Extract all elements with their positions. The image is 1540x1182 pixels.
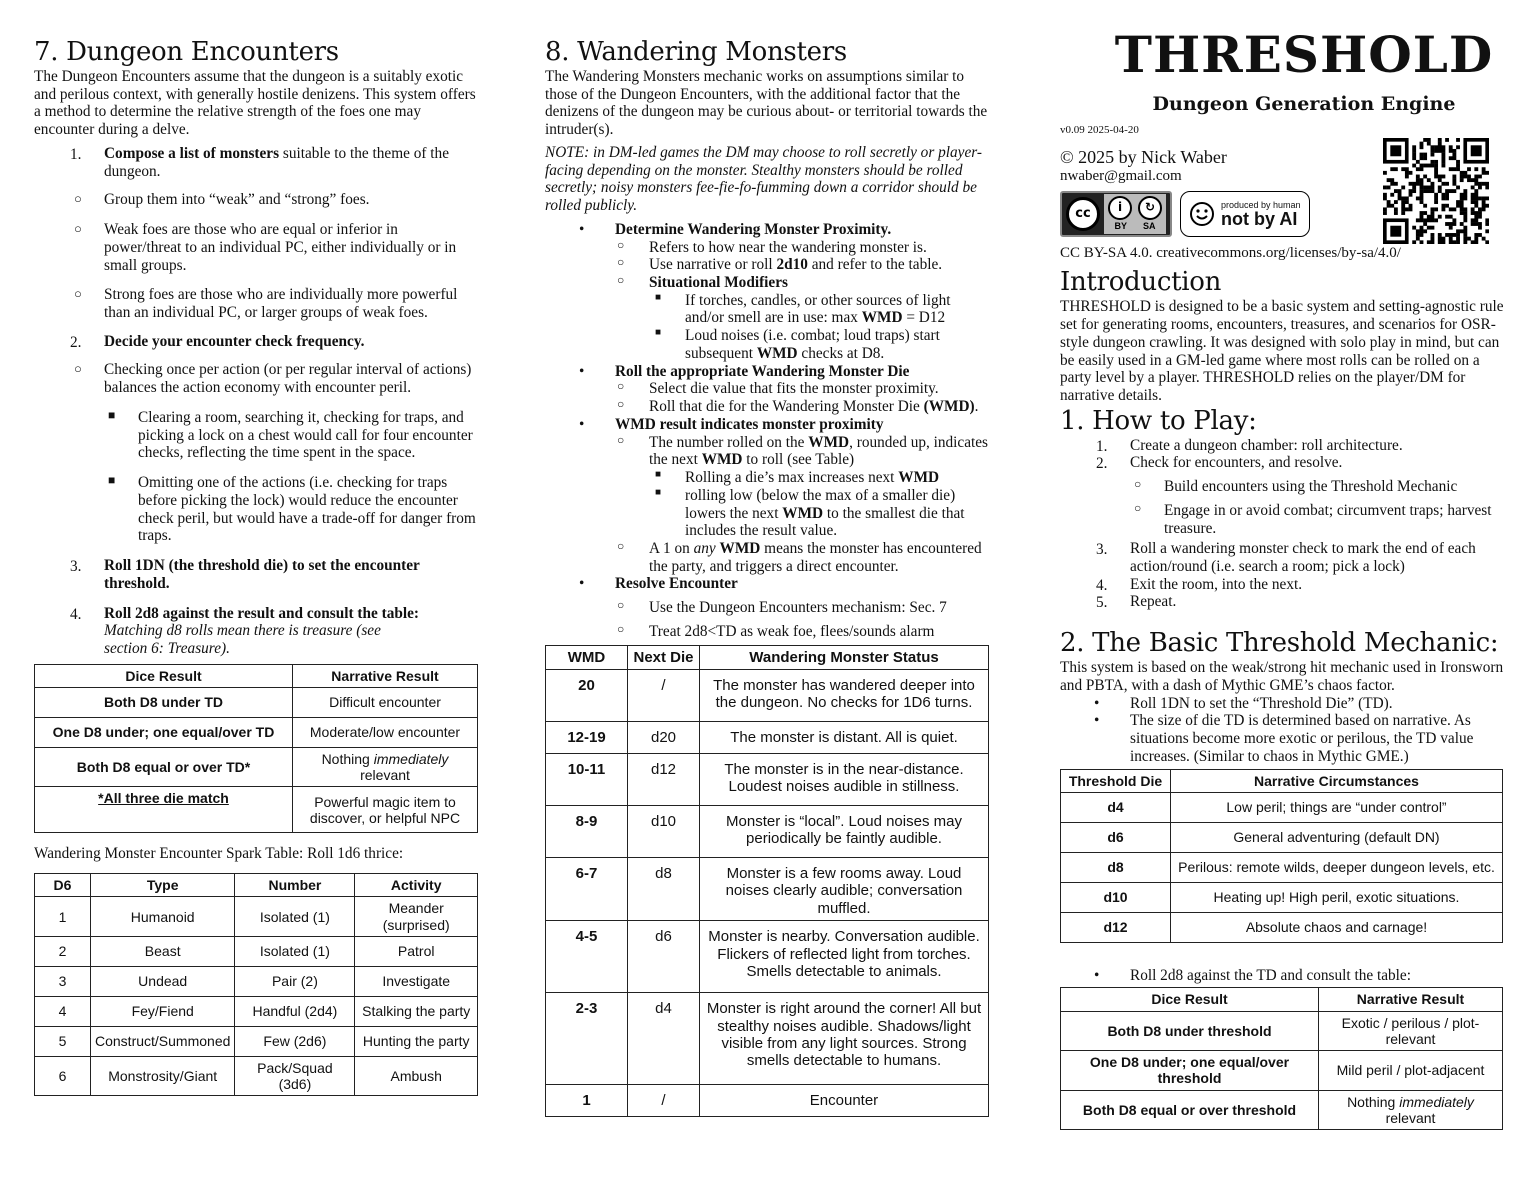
list-item: 3. Roll a wandering monster check to mark the end of each action/round (i.e. search a room; pick a lock) [1096, 540, 1476, 575]
table-header: Dice Result [35, 664, 293, 687]
table-header: Narrative Result [293, 664, 478, 687]
table-header: Dice Result [1061, 988, 1319, 1011]
table-cell: Few (2d6) [235, 1026, 355, 1056]
share-alike-icon: ↻ [1138, 196, 1162, 220]
table-row: Both D8 equal or over TD* Nothing immediately relevant [35, 747, 478, 786]
note-paragraph: NOTE: in DM-led games the DM may choose to roll secretly or player-facing depending on the monster. Stealthy monsters should be rolled secretly; noisy monsters fee-fie-fo-fumming down a corridor should be rolled publicly. [545, 143, 982, 215]
section-dungeon-encounters [34, 38, 478, 1096]
table-row [35, 897, 478, 936]
table-cell: The monster is distant. All is quiet. [700, 722, 989, 754]
table-cell: d6 [628, 921, 700, 993]
list-item: ○ A 1 on any WMD means the monster has encountered the party, and triggers a direct encounter. [617, 538, 982, 575]
step-2: 2. Decide your encounter check frequency. [70, 332, 365, 351]
table-cell: 4 [35, 996, 91, 1026]
table-cell: The monster is in the near-distance. Loudest noises audible in stillness. [700, 754, 989, 806]
table-cell: Hunting the party [355, 1026, 478, 1056]
list-item: ○ Checking once per action (or per regular interval of actions) balances the action economy with encounter peril. [74, 361, 472, 397]
table-cell: Fey/Fiend [91, 996, 235, 1026]
table-cell: Monster is right around the corner! All but stealthy noises audible. Shadows/light visible from any light sources. Strong smells detectable to humans. [700, 993, 989, 1085]
table-cell: Undead [91, 966, 235, 996]
table-row [1061, 822, 1503, 852]
list-item: ○ Build encounters using the Threshold Mechanic [1134, 477, 1458, 496]
table-row [1061, 912, 1503, 942]
table-cell: Beast [91, 936, 235, 966]
table-row [546, 993, 989, 1085]
table-cell: 2-3 [546, 993, 628, 1085]
table-cell: Monster is nearby. Conversation audible. Flickers of reflected light from torches. Smells detectable to animals. [700, 921, 989, 993]
license-text: CC BY-SA 4.0. creativecommons.org/licenses/by-sa/4.0/ [1060, 245, 1401, 262]
list-item: ○ Group them into “weak” and “strong” foes. [74, 191, 370, 209]
table-cell: Humanoid [91, 897, 235, 936]
list-item: • Resolve Encounter [579, 575, 738, 593]
step-4: 4. Roll 2d8 against the result and consult the table: Matching d8 rolls mean there is treasure (see section 6: Treasure). [70, 604, 420, 657]
table-cell: Meander (surprised) [355, 897, 478, 936]
table-header: Type [91, 874, 235, 897]
table-cell: 12-19 [546, 722, 628, 754]
table-cell: 8-9 [546, 806, 628, 858]
table-cell: 6-7 [546, 858, 628, 921]
table-cell: 1 [546, 1085, 628, 1117]
table-cell: / [628, 670, 700, 722]
table-header: Narrative Result [1319, 988, 1503, 1011]
list-item: ○ Select die value that fits the monster proximity. [617, 379, 939, 398]
table-cell: Patrol [355, 936, 478, 966]
table-row [1061, 792, 1503, 822]
table-header: Narrative Circumstances [1171, 769, 1503, 792]
table-cell: / [628, 1085, 700, 1117]
table-row [1061, 852, 1503, 882]
person-icon: i [1108, 196, 1132, 220]
table-cell: Pack/Squad (3d6) [235, 1056, 355, 1095]
section-title: 2. The Basic Threshold Mechanic: [1060, 628, 1499, 659]
table-cell: 6 [35, 1056, 91, 1095]
table-header: WMD [546, 645, 628, 669]
table-row [35, 1026, 478, 1056]
table-header: Next Die [628, 645, 700, 669]
list-item: ○ Use narrative or roll 2d10 and refer to the table. [617, 255, 943, 274]
table-cell: General adventuring (default DN) [1171, 822, 1503, 852]
email: nwaber@gmail.com [1060, 167, 1182, 184]
list-item: ○ Strong foes are those who are individually more powerful than an individual PC, or larger groups of weak foes. [74, 286, 458, 321]
cc-by-sa-badge: cc i ↻ BY SA [1060, 191, 1172, 237]
list-item: ○ The number rolled on the WMD, rounded up, indicates the next WMD to roll (see Table) [617, 432, 989, 469]
table-cell: d8 [1061, 852, 1171, 882]
list-item: ■ Clearing a room, searching it, checking for traps, and picking a lock on a chest would call for four encounter checks, reflecting the time spent in the space. [108, 407, 473, 462]
intro-paragraph: The Dungeon Encounters assume that the dungeon is a suitably exotic and perilous context, with generally hostile denizens. This system offers a method to determine the relative strength of the foes one may encounter during a delve. [34, 67, 476, 139]
list-item: ○ Use the Dungeon Encounters mechanism: Sec. 7 [617, 598, 947, 617]
table-cell: One D8 under; one equal/over threshold [1061, 1051, 1319, 1090]
qr-code-icon [1383, 138, 1489, 244]
table-row [546, 722, 989, 754]
table-cell: d10 [628, 806, 700, 858]
encounter-table [34, 664, 478, 834]
table-cell: Ambush [355, 1056, 478, 1095]
list-item: ○ Refers to how near the wandering monster is. [617, 237, 927, 256]
intro-paragraph: The Wandering Monsters mechanic works on assumptions similar to those of the Dungeon Encounters, with the additional factor that the denizens of the dungeon may be curious about- or territorial towards the intruder(s). [545, 67, 988, 139]
spark-table-title: Wandering Monster Encounter Spark Table: Roll 1d6 thrice: [34, 845, 404, 863]
list-item: • The size of die TD is determined based on narrative. As situations become more exotic or perilous, the TD value increases. (Similar to chaos in Mythic GME.) [1094, 712, 1474, 765]
table-row [546, 858, 989, 921]
spark-table [34, 873, 478, 1096]
table-row [546, 806, 989, 858]
table-cell: Mild peril / plot-adjacent [1319, 1051, 1503, 1090]
list-item: 5. Repeat. [1096, 593, 1177, 612]
table-row [35, 966, 478, 996]
list-item: ○ Treat 2d8<TD as weak foe, flees/sounds alarm [617, 621, 935, 640]
intro-paragraph: THRESHOLD is designed to be a basic system and setting-agnostic rule set for generating rooms, encounters, treasures, and scenarios for OSR-style dungeon crawling. It was designed with solo play in mind, but can be easily used in a GM-led game where most rolls can be rolled on a party level by a player. THRESHOLD relies on the player/DM for narrative details. [1060, 298, 1504, 404]
table-cell: The monster has wandered deeper into the dungeon. No checks for 1D6 turns. [700, 670, 989, 722]
table-row: *All three die match Powerful magic item to discover, or helpful NPC [35, 787, 478, 833]
list-item: ■ Omitting one of the actions (i.e. checking for traps before picking the lock) would reduce the encounter check peril, but would have a trade-off for danger from traps. [108, 473, 476, 545]
version-text: v0.09 2025-04-20 [1060, 124, 1139, 136]
list-item: ○ Roll that die for the Wandering Monster Die (WMD). [617, 397, 979, 416]
list-item: 2. Check for encounters, and resolve. [1096, 454, 1343, 473]
table-cell: 2 [35, 936, 91, 966]
list-item: • Roll 2d8 against the TD and consult the table: [1094, 966, 1411, 984]
table-row: One D8 under; one equal/over TD Moderate/low encounter [35, 717, 478, 747]
table-cell: d4 [1061, 792, 1171, 822]
table-row [546, 670, 989, 722]
table-cell: 1 [35, 897, 91, 936]
list-item: • Roll the appropriate Wandering Monster Die [579, 362, 910, 380]
list-item: ○ Engage in or avoid combat; circumvent traps; harvest treasure. [1134, 500, 1492, 537]
table-cell: Absolute chaos and carnage! [1171, 912, 1503, 942]
copyright: © 2025 by Nick Waber [1060, 146, 1227, 167]
table-cell: Both D8 under threshold [1061, 1011, 1319, 1050]
table-cell: Isolated (1) [235, 936, 355, 966]
list-item: ■ Rolling a die’s max increases next WMD [655, 469, 940, 487]
table-cell: d6 [1061, 822, 1171, 852]
table-cell: d8 [628, 858, 700, 921]
table-cell: d12 [628, 754, 700, 806]
table-cell: 20 [546, 670, 628, 722]
table-cell: Monster is a few rooms away. Loud noises clearly audible; conversation muffled. [700, 858, 989, 921]
step-1: 1. Compose a list of monsters suitable to the theme of the dungeon. [70, 144, 449, 180]
table-row [1061, 1051, 1503, 1090]
section-title: Introduction [1060, 267, 1222, 298]
section-title: 8. Wandering Monsters [545, 37, 847, 67]
table-row [35, 1056, 478, 1095]
table-cell: Exotic / perilous / plot-relevant [1319, 1011, 1503, 1050]
table-row [546, 754, 989, 806]
table-cell: Isolated (1) [235, 897, 355, 936]
table-cell: 5 [35, 1026, 91, 1056]
table-header: Wandering Monster Status [700, 645, 989, 669]
table-row [35, 936, 478, 966]
list-item: ■ If torches, candles, or other sources of light and/or smell are in use: max WMD = D12 [655, 291, 951, 327]
table-cell: 3 [35, 966, 91, 996]
table-header: D6 [35, 874, 91, 897]
table-cell: Heating up! High peril, exotic situations. [1171, 882, 1503, 912]
table-cell: Stalking the party [355, 996, 478, 1026]
table-cell: Perilous: remote wilds, deeper dungeon levels, etc. [1171, 852, 1503, 882]
table-cell: d20 [628, 722, 700, 754]
table-cell: Investigate [355, 966, 478, 996]
table-row [546, 1085, 989, 1117]
main-title: THRESHOLD [1114, 25, 1494, 84]
section-threshold-intro [1060, 25, 1504, 1130]
section-title: 7. Dungeon Encounters [34, 37, 339, 67]
section-title: 1. How to Play: [1060, 405, 1257, 436]
table-cell: d12 [1061, 912, 1171, 942]
table-cell: Encounter [700, 1085, 989, 1117]
table-cell: Construct/Summoned [91, 1026, 235, 1056]
table-cell: Pair (2) [235, 966, 355, 996]
table-row [35, 996, 478, 1026]
threshold-die-table [1060, 769, 1503, 943]
wmd-table [545, 645, 989, 1118]
list-item: • WMD result indicates monster proximity [579, 415, 884, 433]
table-cell: d10 [1061, 882, 1171, 912]
cc-icon: cc [1066, 197, 1100, 231]
mechanic-paragraph: This system is based on the weak/strong hit mechanic used in Ironsworn and PBTA, with a dash of Mythic GME’s chaos factor. [1060, 659, 1504, 694]
table-row [1061, 1011, 1503, 1050]
list-item: ○ Situational Modifiers [617, 272, 788, 291]
table-cell: Handful (2d4) [235, 996, 355, 1026]
table-cell: Monstrosity/Giant [91, 1056, 235, 1095]
table-cell: Low peril; things are “under control” [1171, 792, 1503, 822]
list-item: ○ Weak foes are those who are equal or inferior in power/threat to an individual PC, either individually or in small groups. [74, 221, 457, 274]
table-row: Both D8 equal or over threshold Nothing immediately relevant [1061, 1090, 1503, 1129]
threshold-result-table [1060, 987, 1503, 1130]
section-wandering-monsters [545, 38, 989, 1117]
table-cell: Monster is “local”. Loud noises may periodically be faintly audible. [700, 806, 989, 858]
list-item: 1. Create a dungeon chamber: roll architecture. [1096, 436, 1403, 455]
table-header: Activity [355, 874, 478, 897]
main-subtitle: Dungeon Generation Engine [1152, 93, 1456, 115]
list-item: ■ rolling low (below the max of a smaller die) lowers the next WMD to the smallest die that includes the result value. [655, 486, 965, 540]
table-cell: 4-5 [546, 921, 628, 993]
table-row [1061, 882, 1503, 912]
list-item: ■ Loud noises (i.e. combat; loud traps) start subsequent WMD checks at D8. [655, 327, 940, 362]
smiley-icon [1189, 201, 1215, 227]
table-cell: 10-11 [546, 754, 628, 806]
table-cell: d4 [628, 993, 700, 1085]
table-header: Threshold Die [1061, 769, 1171, 792]
list-item: • Determine Wandering Monster Proximity. [579, 220, 892, 238]
step-3: 3. Roll 1DN (the threshold die) to set the encounter threshold. [70, 557, 420, 592]
list-item: 4. Exit the room, into the next. [1096, 575, 1303, 594]
list-item: • Roll 1DN to set the “Threshold Die” (TD). [1094, 694, 1393, 712]
not-by-ai-badge: produced by human not by AI [1180, 191, 1310, 237]
table-row [546, 921, 989, 993]
table-header: Number [235, 874, 355, 897]
table-row: Both D8 under TD Difficult encounter [35, 687, 478, 717]
